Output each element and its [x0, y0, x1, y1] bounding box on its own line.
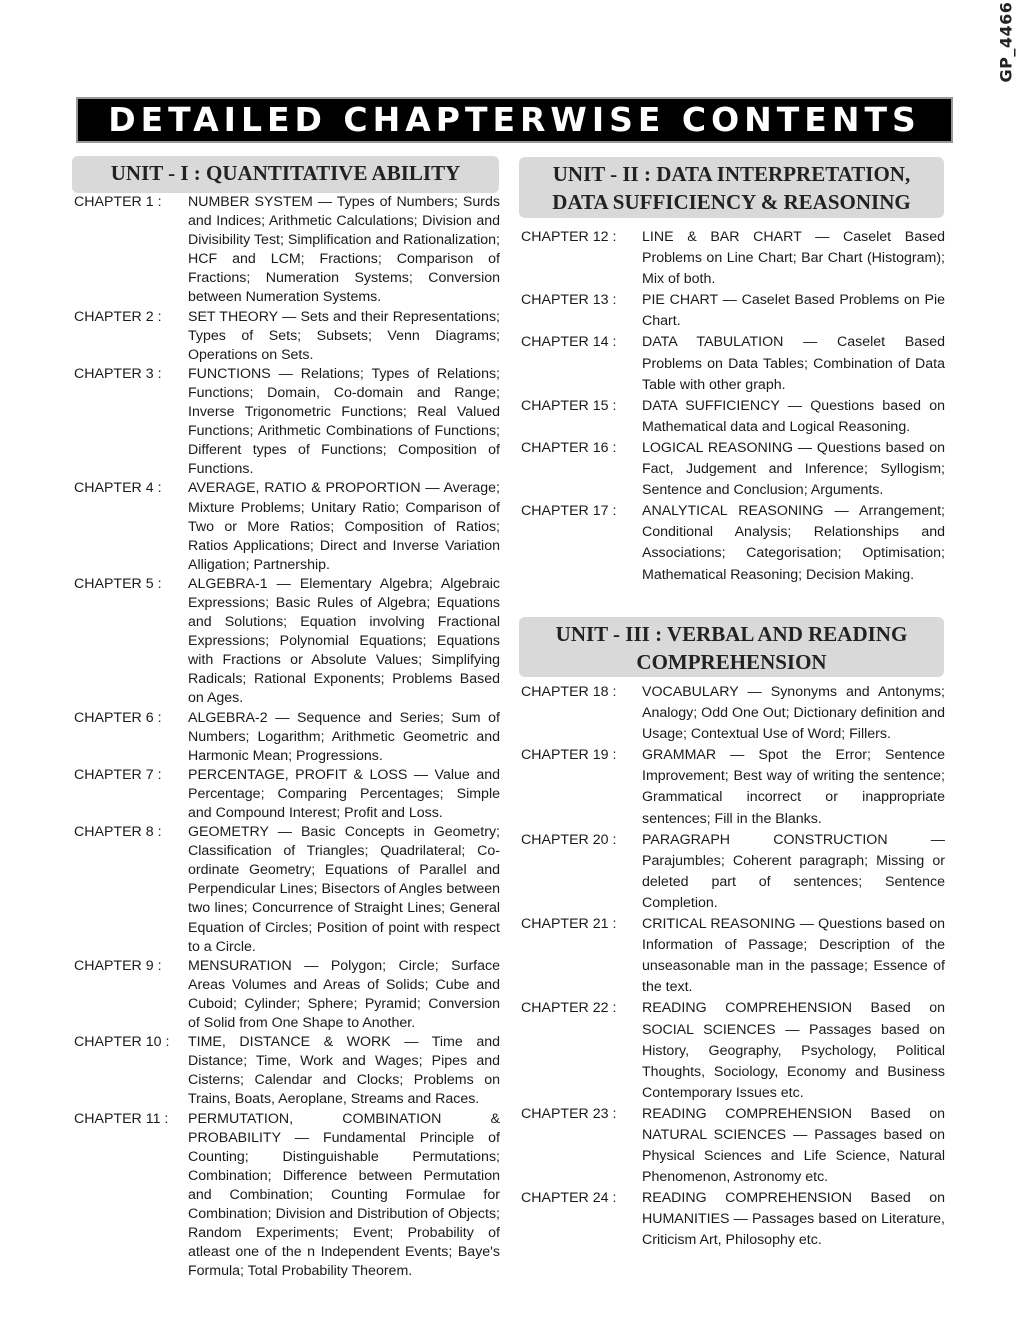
chapter-description: TIME, DISTANCE & WORK — Time and Distance; Time, Work and Wages; Pipes and Cisterns; Calendar and Clocks; Problems on Trains, Boats, Aeroplane, Streams and Races.	[188, 1034, 500, 1108]
unit-3-heading-line1: UNIT - III : VERBAL AND READING	[555, 622, 908, 646]
chapter-label: CHAPTER 18 :	[521, 684, 617, 700]
chapter-label: CHAPTER 23 :	[521, 1105, 617, 1122]
chapter-description: DATA TABULATION — Caselet Based Problems on Data Tables; Combination of Data Table with other graph.	[642, 334, 945, 393]
unit-2-heading-line2: DATA SUFFICIENCY & REASONING	[552, 190, 911, 214]
chapter-description: LOGICAL REASONING — Questions based on Fact, Judgement and Inference; Syllogism; Sentence and Conclusion; Arguments.	[642, 439, 945, 499]
chapter-entry	[74, 193, 500, 308]
chapter-entry	[521, 290, 945, 332]
chapter-entry	[521, 332, 945, 395]
page-title: DETAILED CHAPTERWISE CONTENTS	[76, 97, 953, 143]
chapter-label: CHAPTER 2 :	[74, 308, 162, 325]
chapter-label: CHAPTER 15 :	[521, 397, 617, 414]
chapter-entry	[521, 998, 945, 1103]
chapter-description: GRAMMAR — Spot the Error; Sentence Improvement; Best way of writing the sentence; Grammatical incorrect or inappropriate sentences; Fill in the Blanks.	[642, 747, 945, 827]
chapter-entry	[74, 479, 500, 574]
chapter-entry	[521, 501, 945, 585]
unit-1-chapter-list	[74, 193, 500, 1281]
chapter-description: SET THEORY — Sets and their Representations; Types of Sets; Subsets; Venn Diagrams; Operations on Sets.	[188, 308, 500, 363]
chapter-label: CHAPTER 4 :	[74, 480, 162, 497]
chapter-label: CHAPTER 5 :	[74, 575, 162, 592]
chapter-description: LINE & BAR CHART — Caselet Based Problems on Line Chart; Bar Chart (Histogram); Mix of both.	[642, 229, 945, 288]
chapter-entry	[521, 438, 945, 501]
chapter-description: CRITICAL REASONING — Questions based on Information of Passage; Description of the unseasonable man in the passage; Essence of the text.	[642, 916, 945, 996]
chapter-entry	[74, 365, 500, 480]
chapter-label: CHAPTER 24 :	[521, 1190, 617, 1207]
chapter-entry	[521, 1104, 945, 1188]
chapter-description: ANALYTICAL REASONING — Arrangement; Conditional Analysis; Relationships and Associations; Categorisation; Optimisation; Mathematical Reasoning; Decision Making.	[642, 503, 945, 583]
chapter-label: CHAPTER 6 :	[74, 709, 162, 726]
chapter-entry	[521, 830, 945, 914]
unit-1-heading: UNIT - I : QUANTITATIVE ABILITY	[72, 156, 499, 193]
chapter-entry	[74, 823, 500, 957]
chapter-entry	[74, 1110, 500, 1282]
chapter-label: CHAPTER 21 :	[521, 916, 617, 933]
chapter-label: CHAPTER 1 :	[74, 194, 162, 210]
chapter-label: CHAPTER 11 :	[74, 1110, 169, 1127]
chapter-label: CHAPTER 3 :	[74, 365, 162, 382]
chapter-label: CHAPTER 8 :	[74, 824, 162, 841]
chapter-description: PERMUTATION, COMBINATION & PROBABILITY — Fundamental Principle of Counting; Distinguishable Permutations; Combination; Difference between Permutation and Combination; Counting Formulae for Combination; Division and Distribution of Objects; Random Experiments; Event; Probability of atleast one of the n Independent Events; Baye's Formula; Total Probability Theorem.	[188, 1110, 500, 1280]
chapter-description: NUMBER SYSTEM — Types of Numbers; Surds and Indices; Arithmetic Calculations; Division and Divisibility Test; Simplification and Rationalization; HCF and LCM; Fractions; Comparison of Fractions; Numeration Systems; Conversion between Numeration Systems.	[188, 194, 500, 306]
chapter-entry	[521, 745, 945, 829]
page-code	[996, 1, 1016, 83]
chapter-label: CHAPTER 22 :	[521, 1000, 617, 1017]
chapter-description: DATA SUFFICIENCY — Questions based on Mathematical data and Logical Reasoning.	[642, 397, 945, 435]
chapter-label: CHAPTER 19 :	[521, 747, 617, 764]
chapter-entry	[521, 396, 945, 438]
chapter-entry	[521, 682, 945, 745]
chapter-entry	[74, 709, 500, 766]
chapter-entry	[74, 308, 500, 365]
chapter-label: CHAPTER 20 :	[521, 831, 617, 848]
chapter-entry	[521, 227, 945, 290]
chapter-description: AVERAGE, RATIO & PROPORTION — Average; Mixture Problems; Unitary Ratio; Comparison of Two or More Ratios; Composition of Ratios; Ratios Applications; Direct and Inverse Variation Alligation; Partnership.	[188, 480, 500, 573]
chapter-description: GEOMETRY — Basic Concepts in Geometry; Classification of Triangles; Quadrilateral; Co-ordinate Geometry; Equations of Parallel and Perpendicular Lines; Bisectors of Angles between two lines; Concurrence of Straight Lines; General Equation of Circles; Position of point with respect to a Circle.	[188, 824, 500, 955]
unit-2-heading	[519, 157, 944, 218]
unit-3-chapter-list	[521, 682, 945, 1252]
chapter-label: CHAPTER 13 :	[521, 292, 617, 309]
chapter-description: VOCABULARY — Synonyms and Antonyms; Analogy; Odd One Out; Dictionary definition and Usage; Contextual Use of Word; Fillers.	[642, 684, 945, 743]
chapter-description: ALGEBRA-2 — Sequence and Series; Sum of Numbers; Logarithm; Arithmetic Geometric and Harmonic Mean; Progressions.	[188, 709, 500, 764]
chapter-label: CHAPTER 16 :	[521, 439, 617, 456]
chapter-label: CHAPTER 7 :	[74, 766, 162, 783]
chapter-description: READING COMPREHENSION Based on NATURAL SCIENCES — Passages based on Physical Sciences and Life Science, Natural Phenomenon, Astronomy etc.	[642, 1105, 945, 1186]
chapter-entry	[521, 914, 945, 998]
chapter-description: MENSURATION — Polygon; Circle; Surface Areas Volumes and Areas of Solids; Cube and Cuboid; Cylinder; Sphere; Pyramid; Conversion of Solid from One Shape to Another.	[188, 957, 500, 1032]
chapter-entry	[74, 957, 500, 1033]
chapter-label: CHAPTER 17 :	[521, 503, 617, 520]
chapter-description: PARAGRAPH CONSTRUCTION — Parajumbles; Coherent paragraph; Missing or deleted part of sentences; Sentence Completion.	[642, 831, 945, 911]
unit-2-heading-line1: UNIT - II : DATA INTERPRETATION,	[552, 162, 911, 186]
unit-3-heading-line2: COMPREHENSION	[636, 650, 827, 674]
chapter-entry	[521, 1188, 945, 1251]
chapter-description: READING COMPREHENSION Based on SOCIAL SCIENCES — Passages based on History, Geography, Psychology, Political Thoughts, Sociology, Economy and Business Contemporary Issues etc.	[642, 1000, 945, 1101]
chapter-entry	[74, 575, 500, 709]
chapter-description: PERCENTAGE, PROFIT & LOSS — Value and Percentage; Comparing Percentages; Simple and Compound Interest; Profit and Loss.	[188, 766, 500, 821]
chapter-label: CHAPTER 14 :	[521, 334, 617, 351]
chapter-label: CHAPTER 12 :	[521, 229, 617, 245]
chapter-entry	[74, 1033, 500, 1109]
chapter-description: FUNCTIONS — Relations; Types of Relations; Functions; Domain, Co-domain and Range; Inverse Trigonometric Functions; Real Valued Functions; Arithmetic Combinations of Functions; Different types of Functions; Composition of Functions.	[188, 365, 500, 478]
chapter-label: CHAPTER 10 :	[74, 1034, 170, 1051]
page-code-text: GP_4466	[996, 1, 1016, 83]
unit-2-chapter-list	[521, 227, 945, 586]
chapter-description: PIE CHART — Caselet Based Problems on Pie Chart.	[642, 292, 945, 330]
chapter-entry	[74, 766, 500, 823]
chapter-label: CHAPTER 9 :	[74, 957, 162, 974]
chapter-description: ALGEBRA-1 — Elementary Algebra; Algebraic Expressions; Basic Rules of Algebra; Equations and Solutions; Equation involving Fractional Expressions; Polynomial Equations; Equations with Fractions or Absolute Values; Simplifying Radicals; Rational Exponents; Problems Based on Ages.	[188, 575, 500, 707]
chapter-description: READING COMPREHENSION Based on HUMANITIES — Passages based on Literature, Criticism Art, Philosophy etc.	[642, 1190, 945, 1249]
unit-3-heading	[519, 617, 944, 677]
